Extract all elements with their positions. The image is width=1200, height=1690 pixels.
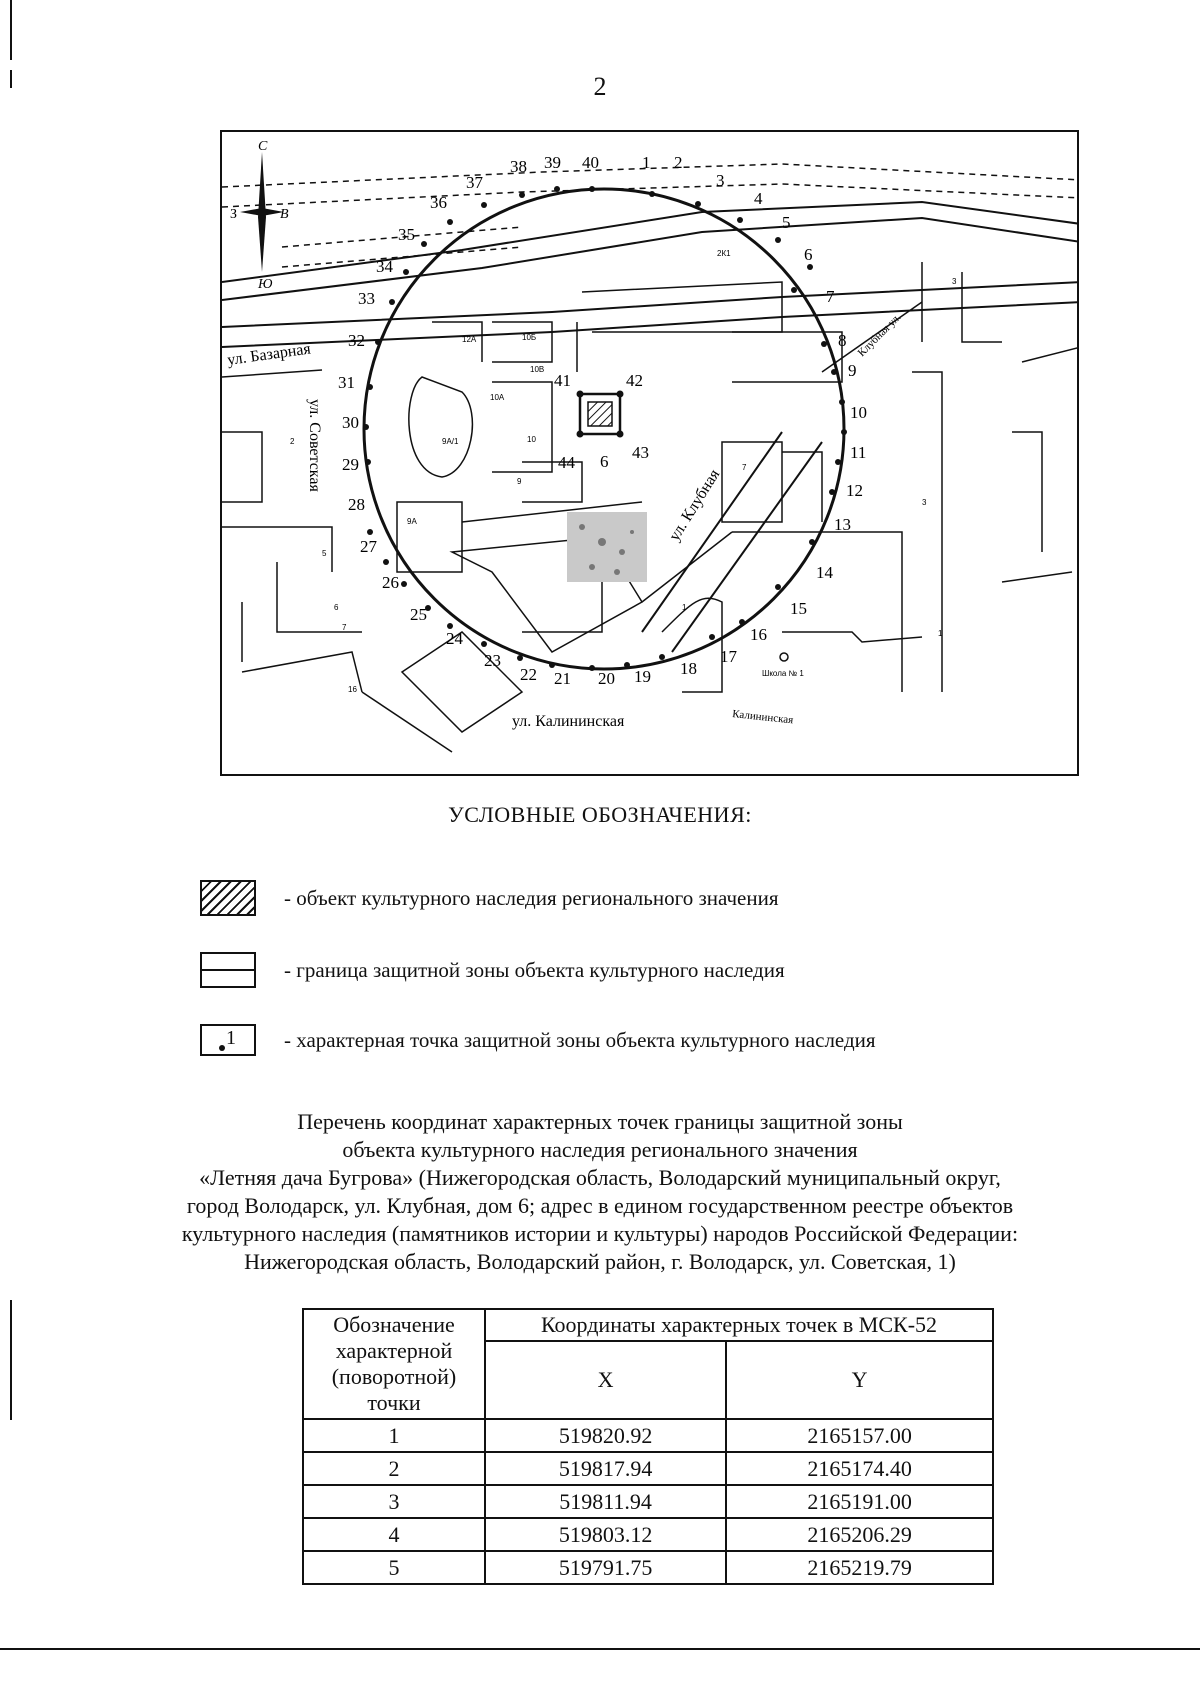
header-line: характерной: [335, 1338, 453, 1363]
building-label: 10: [527, 435, 536, 444]
point-number: 5: [303, 1551, 485, 1584]
site-map: [220, 130, 1079, 776]
y-value: 2165219.79: [726, 1551, 993, 1584]
table-row: [303, 1452, 993, 1485]
header-line: (поворотной): [331, 1364, 457, 1389]
point-label: 24: [446, 629, 463, 648]
point-icon: [200, 1024, 256, 1056]
compass-west: З: [230, 207, 238, 222]
y-value: 2165174.40: [726, 1452, 993, 1485]
building-label: 16: [348, 685, 357, 694]
building-label: 9: [517, 477, 522, 486]
point-label: 9: [848, 361, 857, 380]
coords-header: Координаты характерных точек в МСК-52: [485, 1309, 993, 1341]
legend-item-point: [200, 1024, 876, 1056]
street-kalininskaya-small: Калининская: [731, 708, 794, 727]
point-label: 29: [342, 455, 359, 474]
street-klubnaya-small: Клубная ул.: [855, 311, 904, 360]
title-line: «Летняя дача Бугрова» (Нижегородская область, Володарский муниципальный округ,: [199, 1165, 1001, 1190]
point-label: 43: [632, 443, 649, 462]
point-label: 5: [782, 213, 791, 232]
title-line: культурного наследия (памятников истории и культуры) народов Российской Федерации:: [181, 1221, 1019, 1246]
street-kalininskaya: ул. Калининская: [512, 713, 625, 730]
header-line: Обозначение: [333, 1312, 455, 1337]
table-header-row: [303, 1309, 993, 1341]
table-row: [303, 1419, 993, 1452]
point-label: 31: [338, 373, 355, 392]
table-row: [303, 1485, 993, 1518]
point-label: 19: [634, 667, 651, 686]
point-label: 44: [558, 453, 575, 472]
building-label: 1: [682, 603, 687, 612]
point-label: 2: [674, 153, 683, 172]
legend-point-dot: [219, 1045, 225, 1051]
y-value: 2165191.00: [726, 1485, 993, 1518]
y-value: 2165206.29: [726, 1518, 993, 1551]
point-label: 32: [348, 331, 365, 350]
y-value: 2165157.00: [726, 1419, 993, 1452]
table-row: [303, 1551, 993, 1584]
point-label: 37: [466, 173, 483, 192]
double-line-icon: [200, 952, 256, 988]
map-svg: [222, 132, 1079, 776]
street-bazarnaya: ул. Базарная: [226, 340, 312, 369]
legend-text: - граница защитной зоны объекта культурного наследия: [284, 957, 785, 982]
map-shaded-area: [567, 512, 647, 582]
scan-margin-line-bottom: [10, 1300, 12, 1420]
street-klubnaya: ул. Клубная: [665, 466, 724, 545]
point-label: 41: [554, 371, 571, 390]
object-number: 6: [600, 452, 609, 471]
header-line: точки: [367, 1390, 421, 1415]
table-row: [303, 1518, 993, 1551]
point-label: 26: [382, 573, 399, 592]
x-value: 519817.94: [485, 1452, 726, 1485]
point-label: 3: [716, 171, 725, 190]
point-label: 39: [544, 153, 561, 172]
legend-text: - объект культурного наследия регионального значения: [284, 885, 779, 910]
compass-south: Ю: [258, 277, 273, 292]
title-line: Нижегородская область, Володарский район, г. Володарск, ул. Советская, 1): [244, 1249, 956, 1274]
building-label: 10В: [530, 365, 545, 374]
point-label: 17: [720, 647, 737, 666]
point-label: 13: [834, 515, 851, 534]
point-label: 33: [358, 289, 375, 308]
building-label: 10А: [490, 393, 505, 402]
legend-text: - характерная точка защитной зоны объекта культурного наследия: [284, 1027, 876, 1052]
title-line: город Володарск, ул. Клубная, дом 6; адрес в едином государственном реестре объектов: [186, 1193, 1014, 1218]
heritage-object-symbol: [577, 391, 624, 438]
point-number: 2: [303, 1452, 485, 1485]
building-label: 9А/1: [442, 437, 459, 446]
point-number: 3: [303, 1485, 485, 1518]
point-number: 1: [303, 1419, 485, 1452]
compass-north: С: [258, 139, 268, 154]
x-header: X: [485, 1341, 726, 1419]
point-label: 4: [754, 189, 763, 208]
point-label: 11: [850, 443, 867, 462]
building-label: 3: [952, 277, 957, 286]
building-label: 7: [342, 623, 347, 632]
point-label: 14: [816, 563, 833, 582]
legend-point-label: 1: [226, 1027, 236, 1049]
point-label: 21: [554, 669, 571, 688]
compass-rose: [230, 139, 289, 292]
scan-margin-line-top: [10, 0, 12, 60]
building-label: Школа № 1: [762, 669, 804, 678]
point-label: 23: [484, 651, 501, 670]
x-value: 519820.92: [485, 1419, 726, 1452]
street-sovetskaya: ул. Советская: [306, 399, 323, 492]
compass-east: В: [280, 207, 289, 222]
building-label: 10Б: [522, 333, 537, 342]
building-label: 7: [742, 463, 747, 472]
x-value: 519803.12: [485, 1518, 726, 1551]
building-label: 1: [938, 629, 943, 638]
coordinates-table: [302, 1308, 994, 1585]
title-line: Перечень координат характерных точек границы защитной зоны: [297, 1109, 903, 1134]
point-label: 22: [520, 665, 537, 684]
point-label: 28: [348, 495, 365, 514]
point-label: 25: [410, 605, 427, 624]
building-label: 9А: [407, 517, 417, 526]
building-label: 5: [322, 549, 327, 558]
x-value: 519811.94: [485, 1485, 726, 1518]
point-label: 15: [790, 599, 807, 618]
building-label: 6: [334, 603, 339, 612]
point-label: 6: [804, 245, 813, 264]
col-point-header: [303, 1309, 485, 1419]
hatched-square-icon: [200, 880, 256, 916]
building-label: 2К1: [717, 249, 731, 258]
point-label: 16: [750, 625, 767, 644]
point-label: 40: [582, 153, 599, 172]
page-number: 2: [593, 72, 607, 101]
point-label: 27: [360, 537, 377, 556]
y-header: Y: [726, 1341, 993, 1419]
point-label: 30: [342, 413, 359, 432]
point-label: 8: [838, 331, 847, 350]
point-label: 18: [680, 659, 697, 678]
scan-bottom-line: [0, 1648, 1200, 1650]
point-label: 10: [850, 403, 867, 422]
point-label: 36: [430, 193, 447, 212]
building-label: 3: [922, 498, 927, 507]
point-label: 20: [598, 669, 615, 688]
legend-title: УСЛОВНЫЕ ОБОЗНАЧЕНИЯ:: [448, 802, 752, 827]
building-label: 2: [290, 437, 295, 446]
point-label: 35: [398, 225, 415, 244]
building-labels: [290, 249, 957, 694]
point-label: 42: [626, 371, 643, 390]
building-label: 12А: [462, 335, 477, 344]
coordinates-list-title: [100, 1108, 1100, 1276]
x-value: 519791.75: [485, 1551, 726, 1584]
point-label: 7: [826, 287, 835, 306]
point-number: 4: [303, 1518, 485, 1551]
point-label: 12: [846, 481, 863, 500]
point-label: 34: [376, 257, 393, 276]
title-line: объекта культурного наследия регионального значения: [342, 1137, 858, 1162]
point-label: 38: [510, 157, 527, 176]
legend-item-heritage: [200, 880, 778, 916]
protection-zone-boundary: [364, 189, 844, 669]
point-label: 1: [642, 153, 651, 172]
legend-item-boundary: [200, 952, 785, 988]
